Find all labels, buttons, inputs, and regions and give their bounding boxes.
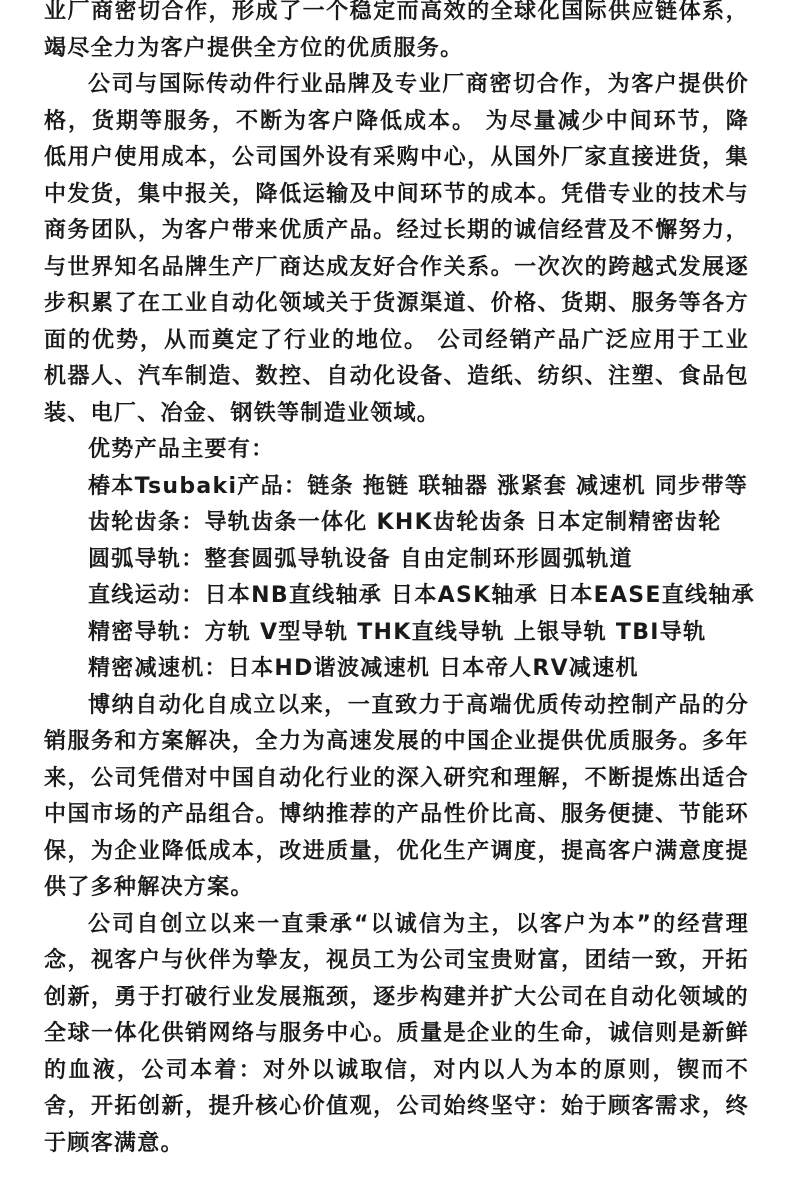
products-heading: 优势产品主要有： <box>88 437 275 462</box>
intro-tail-paragraph: 业厂商密切合作，形成了一个稳定而高效的全球化国际供应链体系，竭尽全力为客户提供全方位的优质服务。 <box>44 0 749 61</box>
product-line-gear-rack: 齿轮齿条：导轨齿条一体化 KHK齿轮齿条 日本定制精密齿轮 <box>88 510 722 535</box>
company-service-paragraph: 博纳自动化自成立以来，一直致力于高端优质传动控制产品的分销服务和方案解决，全力为高速发展的中国企业提供优质服务。多年来，公司凭借对中国自动化行业的深入研究和理解，不断提炼出适合中国市场的产品组合。博纳推荐的产品性价比高、服务便捷、节能环保，为企业降低成本，改进质量，优化生产调度，提高客户满意度提供了多种解决方案。 <box>44 692 749 900</box>
product-line-precision-reducer: 精密减速机：日本HD谐波减速机 日本帝人RV减速机 <box>88 656 639 681</box>
product-line-precision-guide: 精密导轨：方轨 V型导轨 THK直线导轨 上银导轨 TBI导轨 <box>88 619 707 645</box>
cooperation-paragraph: 公司与国际传动件行业品牌及专业厂商密切合作，为客户提供价格，货期等服务，不断为客户降低成本。 为尽量减少中间环节，降低用户使用成本，公司国外设有采购中心，从国外厂家直接进货，集中发货，集中报关，降低运输及中间环节的成本。凭借专业的技术与商务团队，为客户带来优质产品。经过长期的诚信经营及不懈努力，与世界知名品牌生产厂商达成友好合作关系。一次次的跨越式发展逐步积累了在工业自动化领域关于货源渠道、价格、货期、服务等各方面的优势，从而奠定了行业的地位。 公司经销产品广泛应用于工业机器人、汽车制造、数控、自动化设备、造纸、纺织、注塑、食品包装、电厂、冶金、钢铁等制造业领域。 <box>44 72 749 426</box>
product-line-arc-guide: 圆弧导轨：整套圆弧导轨设备 自由定制环形圆弧轨道 <box>88 546 633 572</box>
product-line-tsubaki: 椿本Tsubaki产品：链条 拖链 联轴器 涨紧套 减速机 同步带等 <box>88 473 749 499</box>
product-list <box>44 432 755 688</box>
article-body <box>44 0 755 1162</box>
company-philosophy-paragraph: 公司自创立以来一直秉承“以诚信为主，以客户为本”的经营理念，视客户与伙伴为挚友，视员工为公司宝贵财富，团结一致，开拓创新，勇于打破行业发展瓶颈，逐步构建并扩大公司在自动化领域的全球一体化供销网络与服务中心。质量是企业的生命，诚信则是新鲜的血液，公司本着：对外以诚取信，对内以人为本的原则，锲而不舍，开拓创新，提升核心价值观，公司始终坚守：始于顾客需求，终于顾客满意。 <box>44 911 749 1156</box>
product-line-linear-motion: 直线运动：日本NB直线轴承 日本ASK轴承 日本EASE直线轴承 <box>88 583 755 608</box>
